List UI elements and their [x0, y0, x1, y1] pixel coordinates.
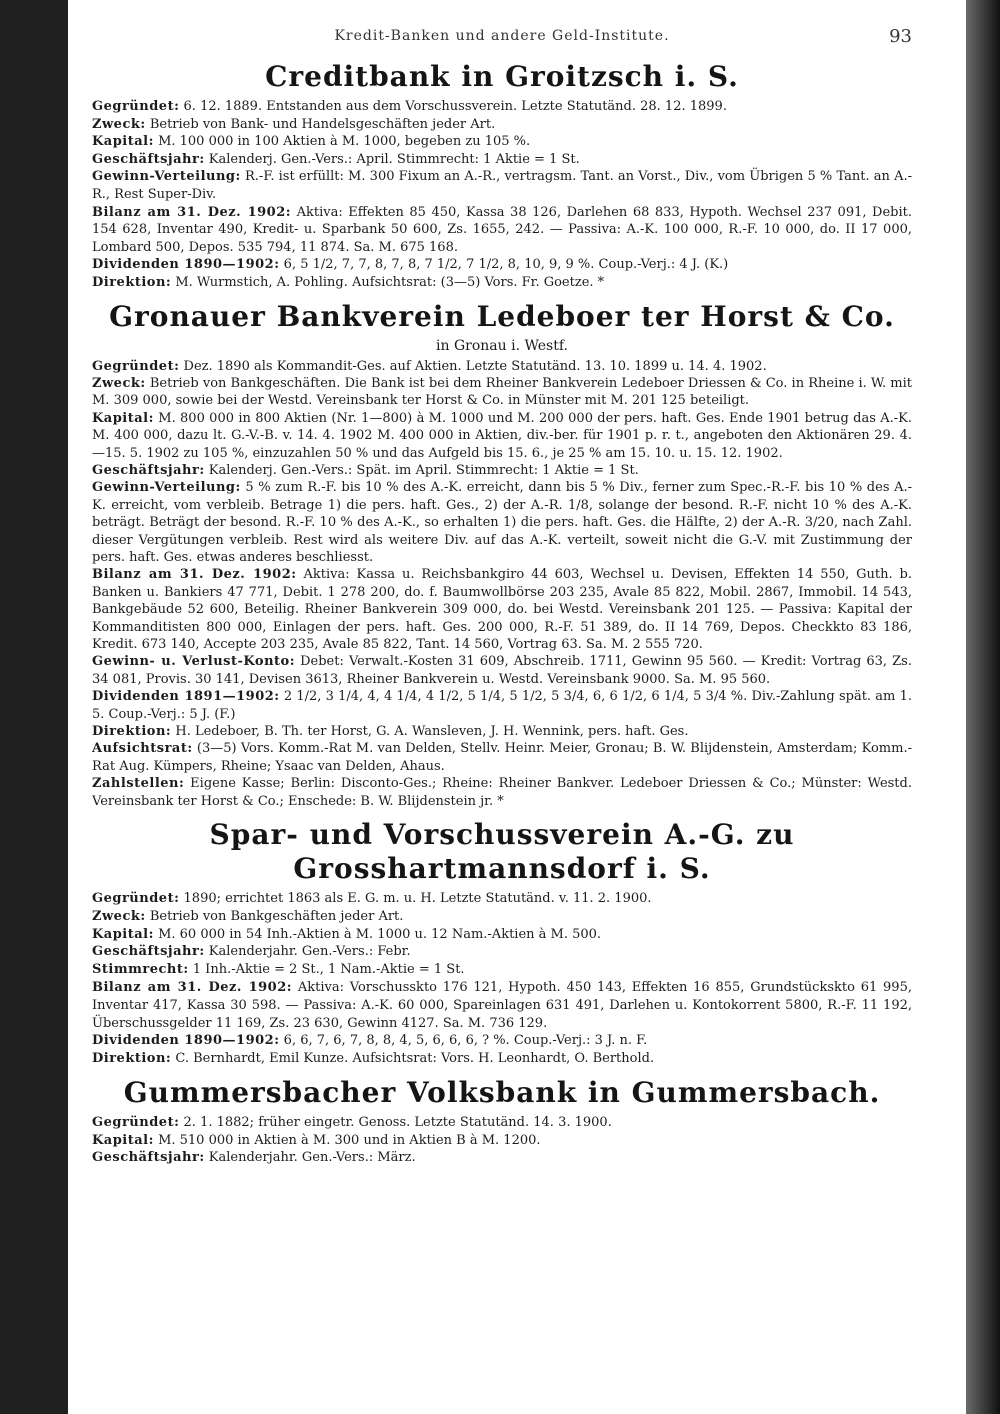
entry-stimmrecht [92, 961, 912, 979]
entry-text: C. Bernhardt, Emil Kunze. Aufsichtsrat: Vors. H. Leonhardt, O. Berthold. [175, 1051, 655, 1067]
section-title: Spar- und Vorschussverein A.-G. zu Grosshartmannsdorf i. S. [209, 818, 795, 886]
entry-aufsichtsrat [92, 740, 912, 775]
entry-label: Zweck: [92, 375, 146, 391]
section-subtitle: in Gronau i. Westf. [436, 337, 568, 354]
entry-bilanz [92, 204, 912, 257]
entry-text: M. 60 000 in 54 Inh.-Aktien à M. 1000 u. 12 Nam.-Aktien à M. 500. [158, 926, 602, 942]
entry-label: Gegründet: [92, 99, 180, 114]
entry-kapital [92, 926, 912, 944]
entry-label: Geschäftsjahr: [92, 151, 205, 167]
entry-label: Direktion: [92, 1051, 172, 1067]
entry-text: Betrieb von Bankgeschäften. Die Bank ist bei dem Rheiner Bankverein Ledeboer Driessen & Co. in Rheine i. W. mit M. 309 000, sowie bei der Westd. Vereinsbank ter Horst & Co. in Münster mit M. 201 125 beteiligt. [92, 375, 912, 409]
entry-text: R.-F. ist erfüllt: M. 300 Fixum an A.-R., vertragsm. Tant. an Vorst., Div., vom Übrigen 5 % Tant. an A.-R., Rest Super-Div. [92, 169, 912, 202]
entry-text: 2 1/2, 3 1/4, 4, 4 1/4, 4 1/2, 5 1/4, 5 1/2, 5 3/4, 6, 6 1/2, 6 1/4, 5 3/4 %. Div.-Zahlung spät. am 1. 5. Coup.-Verj.: 5 J. (F.) [92, 689, 912, 722]
entry-zweck [92, 116, 912, 134]
document-page [92, 28, 912, 1398]
section-title: Gronauer Bankverein Ledeboer ter Horst & Co. [109, 299, 895, 333]
entry-label: Zahlstellen: [92, 776, 185, 792]
entry-zweck [92, 375, 912, 410]
entry-bilanz [92, 979, 912, 1032]
section-title: Creditbank in Groitzsch i. S. [265, 60, 739, 93]
entry-label: Geschäftsjahr: [92, 462, 205, 478]
entry-label: Aufsichtsrat: [92, 741, 193, 757]
entry-text: (3—5) Vors. Komm.-Rat M. van Delden, Stellv. Heinr. Meier, Gronau; B. W. Blijdenstein, Amsterdam; Komm.-Rat Aug. Kümpers, Rheine; Ysaac van Delden, Ahaus. [92, 741, 912, 774]
entry-dividenden [92, 688, 912, 723]
entry-geschaeftsjahr [92, 1149, 912, 1167]
entry-label: Gegründet: [92, 1115, 180, 1131]
entry-label: Gegründet: [92, 891, 180, 907]
entry-kapital [92, 133, 912, 151]
entry-text: 6, 5 1/2, 7, 7, 8, 7, 8, 7 1/2, 7 1/2, 8, 10, 9, 9 %. Coup.-Verj.: 4 J. (K.) [283, 257, 729, 273]
entry-text: M. Wurmstich, A. Pohling. Aufsichtsrat: (3—5) Vors. Fr. Goetze. * [175, 274, 605, 290]
entry-text: Dez. 1890 als Kommandit-Ges. auf Aktien. Letzte Statutänd. 13. 10. 1899 u. 14. 4. 1902. [183, 358, 767, 374]
entry-label: Kapital: [92, 1132, 154, 1148]
entry-label: Gewinn-Verteilung: [92, 169, 241, 185]
entry-gewinn-verlust [92, 653, 912, 688]
entry-dividenden [92, 1032, 912, 1050]
entry-label: Geschäftsjahr: [92, 1150, 205, 1166]
entry-label: Bilanz am 31. Dez. 1902: [92, 980, 293, 996]
entry-kapital [92, 410, 912, 462]
entry-label: Kapital: [92, 410, 154, 426]
entry-label: Gewinn- u. Verlust-Konto: [92, 654, 295, 670]
entry-text: Eigene Kasse; Berlin: Disconto-Ges.; Rheine: Rheiner Bankver. Ledeboer Driessen & Co.; Münster: Westd. Vereinsbank ter Horst & Co.; Enschede: B. W. Blijdenstein jr. * [92, 776, 912, 809]
entry-label: Zweck: [92, 908, 146, 924]
entry-gewinn-verteilung [92, 168, 912, 203]
entry-text: Kalenderjahr. Gen.-Vers.: Febr. [208, 944, 411, 960]
section-spar-vorschussverein [92, 818, 912, 1068]
entry-text: 6. 12. 1889. Entstanden aus dem Vorschussverein. Letzte Statutänd. 28. 12. 1899. [183, 99, 727, 114]
entry-text: 6, 6, 7, 6, 7, 8, 8, 4, 5, 6, 6, 6, ? %. Coup.-Verj.: 3 J. n. F. [283, 1033, 648, 1049]
entry-text: Kalenderj. Gen.-Vers.: April. Stimmrecht: 1 Aktie = 1 St. [208, 151, 580, 167]
section-creditbank-groitzsch [92, 60, 912, 292]
entry-text: Aktiva: Kassa u. Reichsbankgiro 44 603, Wechsel u. Devisen, Effekten 14 550, Guth. b. Banken u. Bankiers 47 771, Debit. 1 278 200, do. f. Baumwollbörse 203 235, Avale 85 822, Mobil. 2867, Immobil. 14 543, Bankgebäude 52 600, Beteilig. Rheiner Bankverein 309 000, do. bei Westd. Vereinsbank 201 125. — Passiva: Kapital der Kommanditisten 800 000, Einlagen der pers. haft. Ges. 200 000, R.-F. 51 389, do. II 14 769, Depos. Checkkto 83 186, Kredit. 673 140, Accepte 203 235, Avale 85 822, Tant. 14 560, Vortrag 63. Sa. M. 2 555 720. [92, 567, 912, 653]
entry-direktion [92, 274, 912, 292]
entry-gegruendet [92, 890, 912, 908]
entry-text: Kalenderj. Gen.-Vers.: Spät. im April. Stimmrecht: 1 Aktie = 1 St. [208, 462, 639, 478]
entry-label: Bilanz am 31. Dez. 1902: [92, 567, 297, 583]
entry-text: H. Ledeboer, B. Th. ter Horst, G. A. Wansleven, J. H. Wennink, pers. haft. Ges. [175, 724, 689, 740]
scan-left-edge [0, 0, 68, 1414]
entry-text: Kalenderjahr. Gen.-Vers.: März. [208, 1150, 416, 1166]
entry-label: Zweck: [92, 116, 146, 132]
entry-text: 2. 1. 1882; früher eingetr. Genoss. Letzte Statutänd. 14. 3. 1900. [183, 1115, 612, 1131]
page-number: 93 [889, 28, 912, 47]
entry-gegruendet [92, 1114, 912, 1132]
entry-label: Kapital: [92, 134, 154, 150]
entry-gewinn-verteilung [92, 479, 912, 566]
entry-geschaeftsjahr [92, 151, 912, 169]
entry-text: Betrieb von Bankgeschäften jeder Art. [149, 908, 404, 924]
entry-label: Kapital: [92, 926, 154, 942]
entry-text: Debet: Verwalt.-Kosten 31 609, Abschreib. 1711, Gewinn 95 560. — Kredit: Vortrag 63, Zs. 34 081, Provis. 30 141, Devisen 3613, Rheiner Bankverein u. Westd. Vereinsbank 9000. Sa. M. 95 560. [92, 654, 912, 687]
entry-text: 5 % zum R.-F. bis 10 % des A.-K. erreicht, dann bis 5 % Div., ferner zum Spec.-R.-F. bis 10 % des A.-K. erreicht, vom verbleib. Betrage 1) die pers. haft. Ges., 2) der A.-R. 1/8, solange der besond. R.-F. nicht 10 % des A.-K. beträgt. Beträgt der besond. R.-F. 10 % des A.-K., so erhalten 1) die pers. haft. Ges. die Hälfte, 2) der A.-R. 3/20, nach Zahl. dieser Vergütungen verbleib. Rest wird als weitere Div. auf das A.-K. verteilt, soweit nicht die G.-V. mit Zustimmung der pers. haft. Ges. etwas anderes beschliesst. [92, 480, 912, 565]
entry-label: Dividenden 1891—1902: [92, 689, 280, 705]
entry-geschaeftsjahr [92, 943, 912, 961]
entry-geschaeftsjahr [92, 462, 912, 479]
entry-label: Geschäftsjahr: [92, 944, 205, 960]
entry-label: Gegründet: [92, 358, 180, 374]
entry-bilanz [92, 566, 912, 653]
entry-direktion [92, 1050, 912, 1068]
entry-kapital [92, 1132, 912, 1150]
entry-label: Dividenden 1890—1902: [92, 257, 280, 273]
section-title: Gummersbacher Volksbank in Gummersbach. [123, 1076, 881, 1110]
entry-gegruendet [92, 358, 912, 375]
running-header [92, 28, 912, 52]
entry-label: Bilanz am 31. Dez. 1902: [92, 204, 292, 220]
scan-right-edge [966, 0, 1000, 1414]
entry-label: Direktion: [92, 724, 172, 740]
entry-text: Aktiva: Effekten 85 450, Kassa 38 126, Darlehen 68 833, Hypoth. Wechsel 237 091, Debit. 154 628, Inventar 490, Kredit- u. Sparbank 50 600, Zs. 1655, 242. — Passiva: A.-K. 100 000, R.-F. 10 000, do. II 17 000, Lombard 500, Depos. 535 794, 11 874. Sa. M. 675 168. [92, 204, 912, 255]
entry-text: 1890; errichtet 1863 als E. G. m. u. H. Letzte Statutänd. v. 11. 2. 1900. [183, 891, 652, 907]
entry-label: Dividenden 1890—1902: [92, 1033, 280, 1049]
entry-text: Betrieb von Bank- und Handelsgeschäften jeder Art. [149, 116, 496, 132]
entry-label: Direktion: [92, 274, 172, 290]
entry-gegruendet [92, 98, 912, 116]
entry-text: M. 510 000 in Aktien à M. 300 und in Aktien B à M. 1200. [158, 1132, 541, 1148]
entry-label: Stimmrecht: [92, 962, 189, 978]
entry-label: Gewinn-Verteilung: [92, 480, 241, 496]
entry-zweck [92, 908, 912, 926]
running-title: Kredit-Banken und andere Geld-Institute. [334, 28, 670, 44]
entry-text: 1 Inh.-Aktie = 2 St., 1 Nam.-Aktie = 1 St. [192, 962, 465, 978]
entry-text: M. 800 000 in 800 Aktien (Nr. 1—800) à M. 1000 und M. 200 000 der pers. haft. Ges. Ende 1901 betrug das A.-K. M. 400 000, dazu lt. G.-V.-B. v. 14. 4. 1902 M. 400 000 in Aktien, div.-ber. für 1901 p. r. t., angeboten den Aktionären 29. 4.—15. 5. 1902 zu 105 %, einzuzahlen 50 % und das Aufgeld bis 15. 6., je 25 % am 15. 10. u. 15. 12. 1902. [92, 410, 912, 461]
entry-direktion [92, 723, 912, 740]
entry-text: Aktiva: Vorschusskto 176 121, Hypoth. 450 143, Effekten 16 855, Grundstückskto 61 995, Inventar 417, Kassa 30 598. — Passiva: A.-K. 60 000, Spareinlagen 631 491, Darlehen u. Kontokorrent 5800, R.-F. 11 192, Überschussgelder 11 169, Zs. 23 630, Gewinn 4127. Sa. M. 736 129. [92, 980, 912, 1031]
entry-text: M. 100 000 in 100 Aktien à M. 1000, begeben zu 105 %. [158, 134, 531, 150]
entry-zahlstellen [92, 775, 912, 810]
section-gronauer-bankverein [92, 300, 912, 811]
section-gummersbacher-volksbank [92, 1076, 912, 1167]
entry-dividenden [92, 256, 912, 274]
